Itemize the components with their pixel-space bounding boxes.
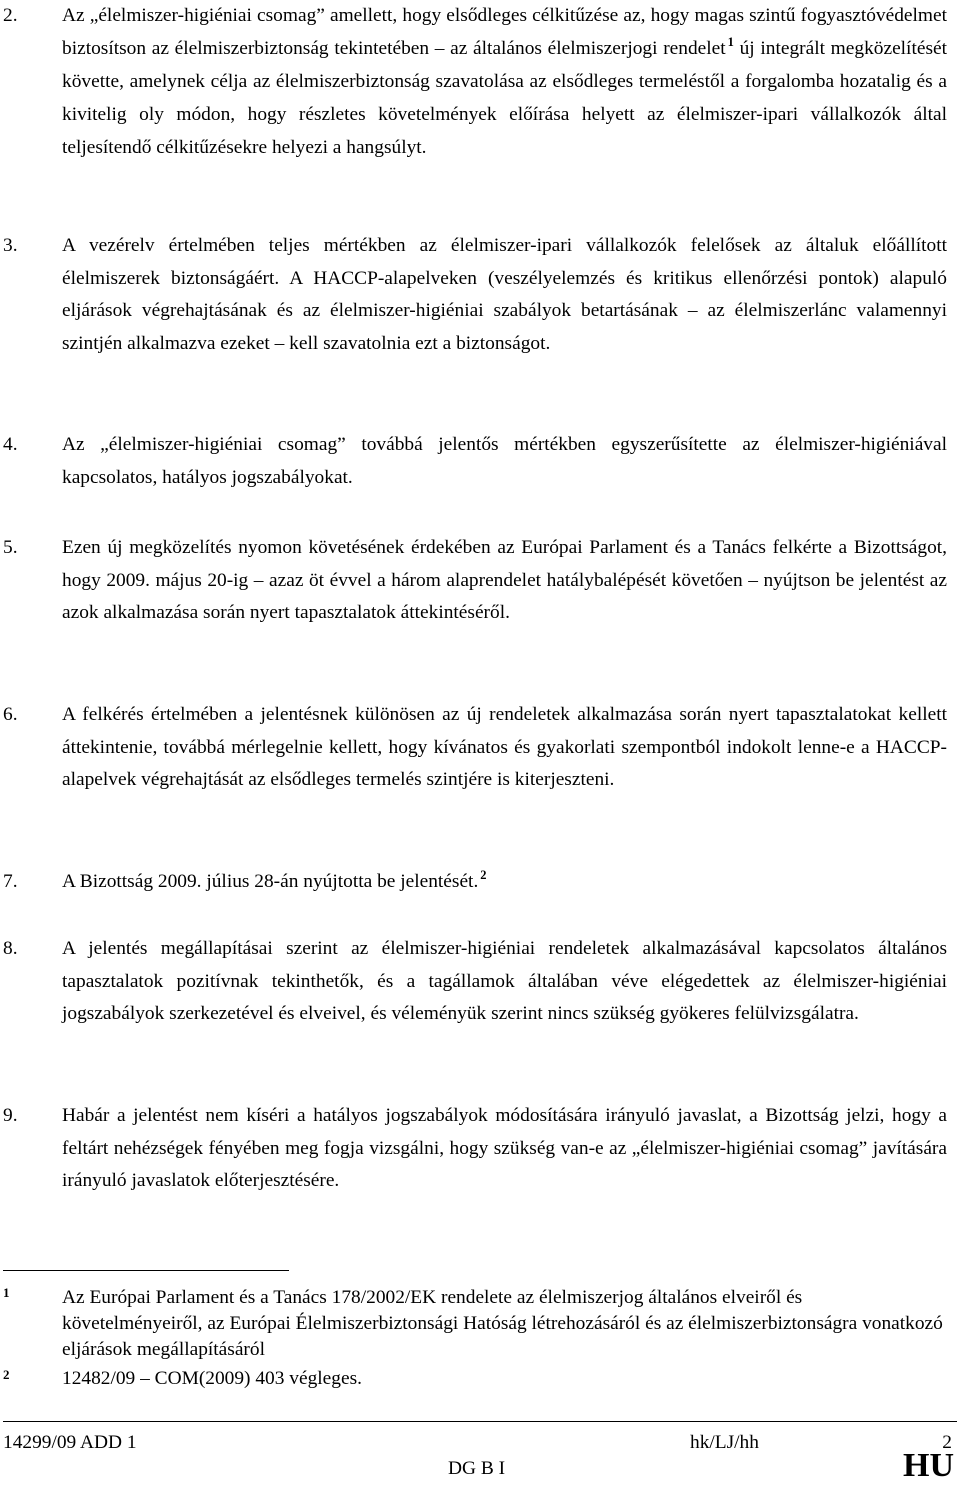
footnote-mark: 2 [3, 1367, 10, 1382]
paragraph-text: A Bizottság 2009. július 28-án nyújtotta be jelentését. $^2$ [62, 868, 487, 892]
paragraph-text: Ezen új megközelítés nyomon követésének érdekében az Európai Parlament és a Tanács felkérte a Bizottságot, hogy 2009. május 20-ig – azaz öt évvel a három alaprendelet hatálybalépését követően – nyújtson be jelentést az azok alkalmazása során nyert tapasztalatok áttekintéséről. [62, 537, 947, 624]
footer-page-number: 2 [942, 1432, 952, 1453]
footer-doc-ref: 14299/09 ADD 1 [3, 1432, 137, 1453]
paragraph-number: 9. [3, 1105, 18, 1126]
paragraph-text: Az „élelmiszer-higiéniai csomag” amellett, hogy elsődleges célkitűzése az, hogy magas szintű fogyasztóvédelmet biztosítson az élelmiszerbiztonság tekintetében – az általános élelmiszerjogi rendelet $^1$ új integrált megközelítését követte, amelynek célja az élelmiszerbiztonság szavatolása az elsődleges termeléstől a forgalomba hozatalig és a kivitelig oly módon, hogy részletes követelmények előírása helyett az élelmiszer-ipari vállalkozók által teljesítendő célkitűzésekre helyezi a hangsúlyt. [62, 5, 947, 158]
footer-separator [3, 1421, 957, 1422]
paragraph-text: A jelentés megállapításai szerint az élelmiszer-higiéniai rendeletek alkalmazásával kapcsolatos általános tapasztalatok pozitívnak tekinthetők, és a tagállamok általában véve elégedettek az élelmiszer-higiéniai jogszabályok szerkezetével és elveivel, és véleményük szerint nincs szükség gyökeres felülvizsgálatra. [62, 938, 947, 1025]
paragraph-number: 7. [3, 871, 18, 892]
paragraph-text: A vezérelv értelmében teljes mértékben az élelmiszer-ipari vállalkozók felelősek az általuk előállított élelmiszerek biztonságáért. A HACCP-alapelveken (veszélyelemzés és kritikus ellenőrzési pontok) alapuló eljárások végrehajtásának és az élelmiszer-higiéniai szabályok betartásának – az élelmiszerlánc valamennyi szintjén alkalmazva ezeket – kell szavatolnia ezt a biztonságot. [62, 235, 947, 355]
footnote-ref-1[interactable]: 1 [727, 34, 734, 49]
paragraph-number: 3. [3, 235, 18, 256]
paragraph-text: Az „élelmiszer-higiéniai csomag” továbbá jelentős mértékben egyszerűsítette az élelmiszer-higiéniával kapcsolatos, hatályos jogszabályokat. [62, 434, 947, 488]
footnote-text: 12482/09 – COM(2009) 403 végleges. [62, 1368, 362, 1389]
paragraph-number: 4. [3, 434, 18, 455]
paragraph-number: 6. [3, 704, 18, 725]
paragraph-number: 8. [3, 938, 18, 959]
paragraph-number: 5. [3, 537, 18, 558]
footnote-text: Az Európai Parlament és a Tanács 178/2002/EK rendelete az élelmiszerjog általános elveiről és követelményeiről, az Európai Élelmiszerbiztonsági Hatóság létrehozásáról és az élelmiszerbiztonságra vonatkozó eljárások megállapításáról [62, 1287, 943, 1360]
footer-dg: DG B I [448, 1458, 506, 1479]
paragraph-number: 2. [3, 5, 18, 26]
footnote-ref-2[interactable]: 2 [480, 868, 487, 882]
footer-initials: hk/LJ/hh [690, 1432, 759, 1453]
paragraph-text: Habár a jelentést nem kíséri a hatályos jogszabályok módosítására irányuló javaslat, a Bizottság jelzi, hogy a feltárt nehézségek fényében meg fogja vizsgálni, hogy szükség van-e az „élelmiszer-higiéniai csomag” javítására irányuló javaslatok előterjesztésére. [62, 1105, 947, 1192]
footnote-separator [3, 1270, 289, 1271]
footnote-mark: 1 [3, 1285, 10, 1300]
footer-language-code: HU [903, 1447, 954, 1484]
paragraph-text: A felkérés értelmében a jelentésnek különösen az új rendeletek alkalmazása során nyert tapasztalatokat kellett áttekintenie, továbbá mérlegelnie kellett, hogy kívánatos és gyakorlati szempontból indokolt lenne-e a HACCP-alapelvek végrehajtását az elsődleges termelés szintjére is kiterjeszteni. [62, 704, 947, 791]
